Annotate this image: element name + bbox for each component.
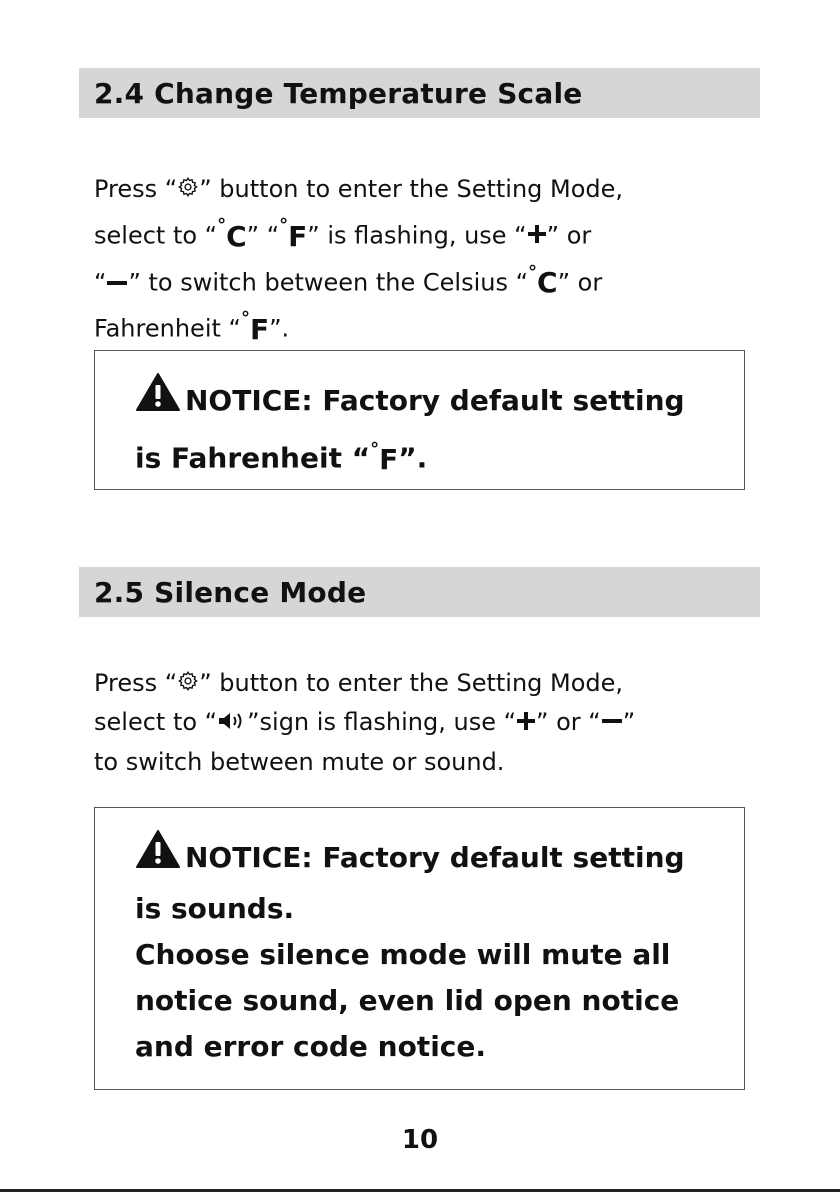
para-line (94, 256, 774, 303)
notice-line (135, 832, 724, 886)
text: “ (94, 268, 107, 297)
warning-icon (135, 829, 181, 883)
notice-line: Choose silence mode will mute all (135, 938, 671, 971)
section-2-5-header (79, 567, 760, 617)
notice-text: ”. (398, 441, 428, 475)
text: ” to switch between the Celsius “ (128, 268, 529, 297)
text: ” is flashing, use “ (307, 221, 527, 250)
text: ” or (557, 268, 603, 297)
para-line (94, 703, 774, 742)
fahrenheit-icon: °F (279, 215, 308, 253)
gear-icon (177, 665, 199, 704)
minus-icon (106, 264, 128, 303)
celsius-icon: °C (217, 215, 247, 253)
text: ” or “ (536, 708, 601, 737)
para-line: to switch between mute or sound. (94, 747, 505, 776)
text: ”sign is flashing, use “ (247, 708, 517, 737)
section-2-4-header (79, 68, 760, 118)
minus-icon (601, 704, 623, 743)
notice-text: is Fahrenheit “ (135, 441, 371, 475)
notice-line (135, 429, 724, 481)
notice-line: notice sound, even lid open notice (135, 984, 680, 1017)
notice-box-temperature (94, 350, 745, 490)
text: ” button to enter the Setting Mode, (199, 175, 624, 203)
text: ” “ (246, 221, 280, 250)
gear-icon (177, 171, 199, 210)
fahrenheit-icon: °F (370, 439, 399, 477)
speaker-icon (217, 704, 247, 743)
page-number: 10 (401, 1125, 439, 1155)
text: ”. (269, 314, 290, 343)
text: Press “ (94, 175, 178, 203)
notice-text: NOTICE: Factory default setting (185, 384, 685, 417)
celsius-icon: °C (528, 261, 558, 300)
text: ” or (546, 221, 592, 250)
para-line (94, 302, 774, 348)
text: select to “ (94, 221, 218, 250)
para-line (94, 170, 774, 209)
text: ” (622, 708, 636, 737)
section-2-4-paragraph (94, 170, 774, 348)
notice-box-silence (94, 807, 745, 1090)
warning-icon (135, 372, 181, 426)
text: Press “ (94, 669, 178, 697)
text: Fahrenheit “ (94, 314, 241, 343)
para-line (94, 664, 774, 703)
plus-icon (516, 704, 536, 743)
section-2-5-paragraph (94, 664, 774, 781)
text: ” button to enter the Setting Mode, (199, 669, 624, 697)
notice-line (135, 375, 724, 429)
notice-line: and error code notice. (135, 1030, 487, 1063)
para-line (94, 209, 774, 256)
notice-line: is sounds. (135, 892, 295, 925)
plus-icon (527, 217, 547, 256)
section-2-4-title: 2.4 Change Temperature Scale (94, 76, 583, 110)
fahrenheit-icon: °F (240, 308, 270, 346)
notice-text: NOTICE: Factory default setting (185, 841, 685, 874)
text: select to “ (94, 708, 218, 737)
section-2-5-title: 2.5 Silence Mode (94, 575, 367, 609)
